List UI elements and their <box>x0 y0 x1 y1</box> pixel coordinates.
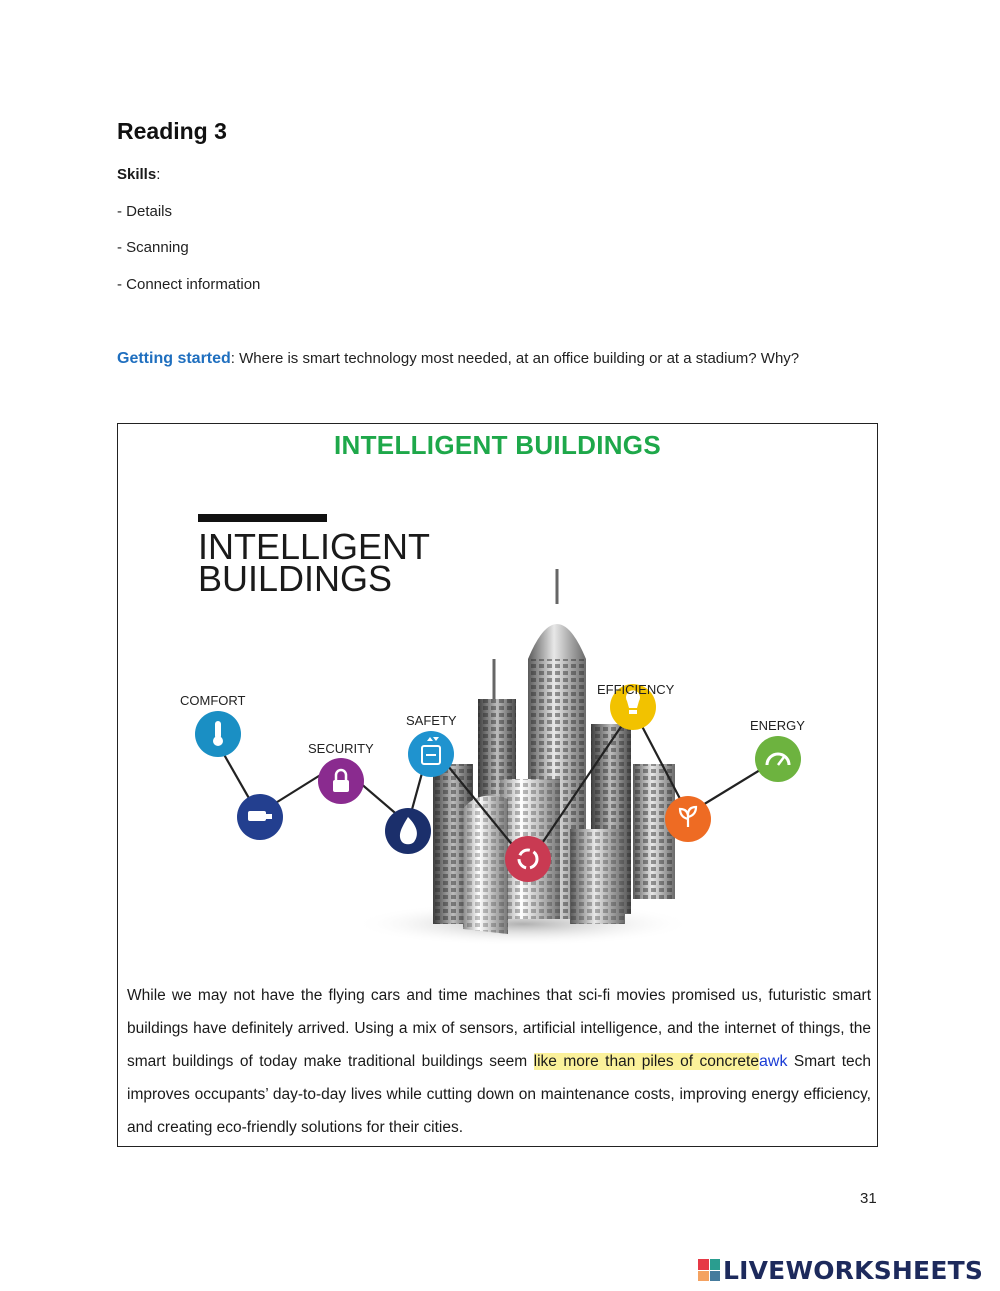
comfort-thermometer-icon <box>195 711 241 757</box>
passage-text-after: Smart tech improves occupants’ day-to-day lives while cutting down on maintenance costs, improving energy efficiency, and creating eco-friendly solutions for their cities. <box>127 1053 871 1136</box>
city-buildings <box>433 569 675 934</box>
highlighted-phrase: like more than piles of concrete <box>533 1053 759 1070</box>
fire-icon <box>385 808 431 854</box>
illustration-heading-line2: BUILDINGS <box>198 558 393 599</box>
illustration-heading-line1: INTELLIGENT <box>198 526 431 567</box>
skill-item: - Scanning <box>117 239 189 256</box>
getting-started-prompt <box>117 350 799 368</box>
heading-bar <box>198 514 327 522</box>
page-number: 31 <box>860 1190 877 1207</box>
skill-item: - Details <box>117 203 173 220</box>
security-lock-icon <box>318 758 364 804</box>
label-security: SECURITY <box>308 741 374 756</box>
eco-plant-icon <box>665 796 711 842</box>
label-energy: ENERGY <box>750 718 805 733</box>
safety-elevator-icon <box>408 731 454 777</box>
logo-text: LIVEWORKSHEETS <box>723 1255 984 1285</box>
intelligent-buildings-illustration <box>178 509 818 959</box>
label-safety: SAFETY <box>406 713 457 728</box>
energy-gauge-icon <box>755 736 801 782</box>
reading-box <box>117 423 878 1147</box>
label-comfort: COMFORT <box>180 693 246 708</box>
getting-started-label: Getting started <box>117 350 231 367</box>
liveworksheets-logo <box>698 1256 983 1284</box>
annotation-note: awk <box>758 1053 788 1070</box>
passage-text-before: While we may not have the flying cars and time machines that sci-fi movies promised us, futuristic smart buildings have definitely arrived. Using a mix of sensors, artificial intelligence, and the internet of things, the smart buildings of today make traditional buildings seem <box>127 987 871 1070</box>
logo-badge-icon <box>698 1259 720 1281</box>
skills-heading: Skills: <box>117 166 161 183</box>
label-efficiency: EFFICIENCY <box>597 682 675 697</box>
reading-title: INTELLIGENT BUILDINGS <box>334 430 661 460</box>
skill-item: - Connect information <box>117 276 261 293</box>
recycle-icon <box>505 836 551 882</box>
security-camera-icon <box>237 794 283 840</box>
skills-label: Skills <box>117 166 157 183</box>
reading-passage <box>127 979 871 1144</box>
page-title: Reading 3 <box>117 118 227 144</box>
getting-started-question: : Where is smart technology most needed, at an office building or at a stadium? Why? <box>230 350 800 367</box>
